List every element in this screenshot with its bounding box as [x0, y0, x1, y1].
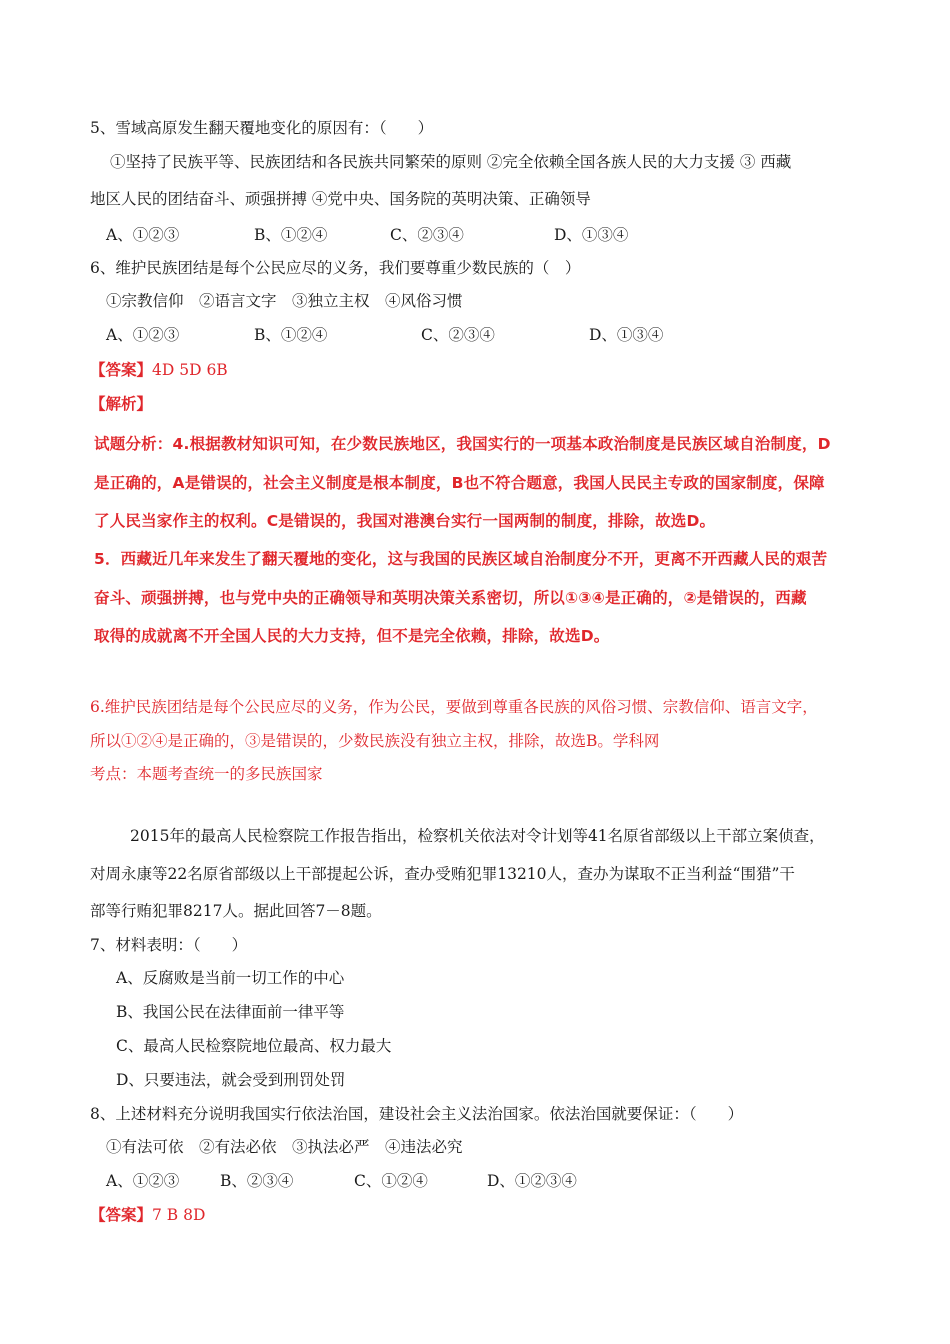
analysis-5-line2: 奋斗、顽强拼搏，也与党中央的正确领导和英明决策关系密切，所以①③④是正确的，②是错误的，西藏: [94, 589, 807, 607]
answer-label: 【答案】: [90, 360, 153, 379]
q5-option-b: B、①②④: [254, 226, 328, 244]
q5-statements-line1: ①坚持了民族平等、民族团结和各民族共同繁荣的原则 ②完全依赖全国各族人民的大力支援 ③ 西藏: [110, 153, 792, 171]
analysis-label: 【解析】: [90, 394, 153, 413]
q6-options: [0, 325, 950, 345]
q8-options: [0, 1171, 950, 1191]
analysis-4-line3: 了人民当家作主的权利。C是错误的，我国对港澳台实行一国两制的制度，排除，故选D。: [94, 512, 716, 530]
q8-items: ①有法可依 ②有法必依 ③执法必严 ④违法必究: [106, 1138, 463, 1156]
analysis-6-line2: 所以①②④是正确的，③是错误的，少数民族没有独立主权，排除，故选B。学科网: [90, 732, 660, 750]
kaodian: 考点：本题考查统一的多民族国家: [90, 765, 323, 783]
q8-option-c: C、①②④: [354, 1172, 428, 1190]
answer-value: 4D 5D 6B: [152, 361, 228, 379]
q5-stem: 5、雪域高原发生翻天覆地变化的原因有：（ ）: [90, 119, 434, 137]
q5-statements-line2: 地区人民的团结奋斗、顽强拼搏 ④党中央、国务院的英明决策、正确领导: [90, 190, 591, 208]
material-line3: 部等行贿犯罪8217人。据此回答7－8题。: [90, 902, 382, 920]
q6-option-a: A、①②③: [106, 326, 180, 344]
q7-option-c: C、最高人民检察院地位最高、权力最大: [116, 1037, 392, 1055]
q5-option-d: D、①③④: [554, 226, 629, 244]
material-line1: 2015年的最高人民检察院工作报告指出，检察机关依法对令计划等41名原省部级以上干部立案侦查，: [130, 827, 825, 845]
q7-option-a: A、反腐败是当前一切工作的中心: [116, 969, 345, 987]
q7-option-b: B、我国公民在法律面前一律平等: [116, 1003, 345, 1021]
q6-items: ①宗教信仰 ②语言文字 ③独立主权 ④风俗习惯: [106, 292, 463, 310]
answer-value: 7 B 8D: [152, 1206, 206, 1224]
material-line2: 对周永康等22名原省部级以上干部提起公诉，查办受贿犯罪13210人，查办为谋取不正当利益“围猎”干: [90, 865, 795, 883]
q7-option-d: D、只要违法，就会受到刑罚处罚: [116, 1071, 346, 1089]
analysis-5-line1: 5．西藏近几年来发生了翻天覆地的变化，这与我国的民族区域自治制度分不开，更离不开西藏人民的艰苦: [94, 550, 828, 568]
q6-stem: 6、维护民族团结是每个公民应尽的义务，我们要尊重少数民族的（ ）: [90, 259, 581, 277]
q6-option-c: C、②③④: [421, 326, 495, 344]
answer-label: 【答案】: [90, 1205, 153, 1224]
q5-option-a: A、①②③: [106, 226, 180, 244]
analysis-4-line2: 是正确的，A是错误的，社会主义制度是根本制度，B也不符合题意，我国人民民主专政的国家制度，保障: [94, 474, 825, 492]
q8-stem: 8、上述材料充分说明我国实行依法治国，建设社会主义法治国家。依法治国就要保证：（ ）: [90, 1105, 744, 1123]
answer-block-2: [90, 1205, 205, 1225]
analysis-6-line1: 6.维护民族团结是每个公民应尽的义务，作为公民，要做到尊重各民族的风俗习惯、宗教信仰、语言文字，: [90, 698, 818, 716]
analysis-4-line1: 试题分析：4.根据教材知识可知，在少数民族地区，我国实行的一项基本政治制度是民族区域自治制度，D: [94, 435, 831, 453]
answer-block-1: [90, 360, 228, 380]
q6-option-b: B、①②④: [254, 326, 328, 344]
q6-option-d: D、①③④: [589, 326, 664, 344]
q8-option-b: B、②③④: [220, 1172, 294, 1190]
q5-options: [0, 225, 950, 245]
analysis-5-line3: 取得的成就离不开全国人民的大力支持，但不是完全依赖，排除，故选D。: [94, 627, 610, 645]
q8-option-d: D、①②③④: [487, 1172, 577, 1190]
q5-option-c: C、②③④: [390, 226, 464, 244]
q8-option-a: A、①②③: [106, 1172, 180, 1190]
q7-stem: 7、材料表明：（ ）: [90, 936, 248, 954]
